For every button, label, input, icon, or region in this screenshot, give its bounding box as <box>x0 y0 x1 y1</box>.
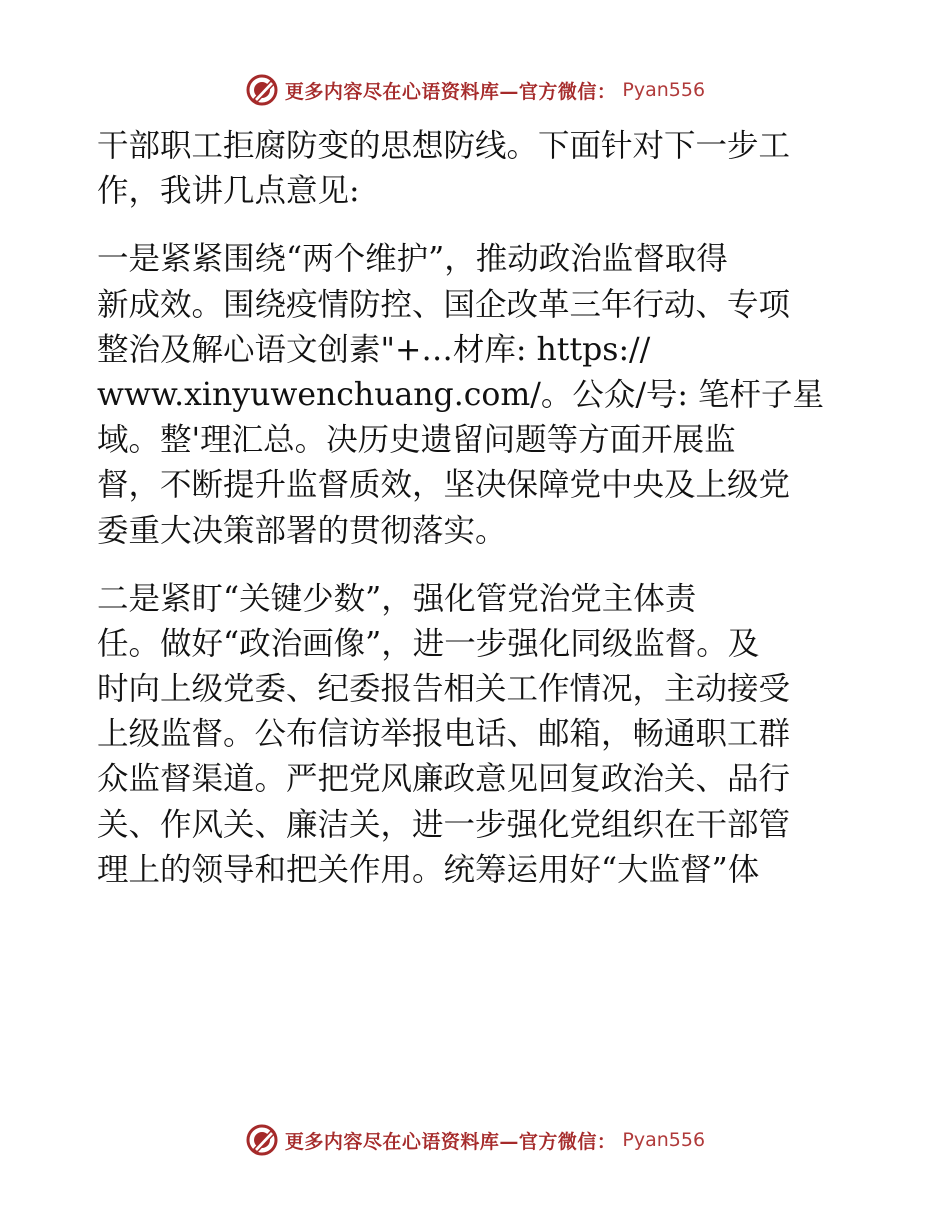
text-line: 关、作风关、廉洁关，进一步强化党组织在干部管 <box>97 806 791 843</box>
text-line: 时向上级党委、纪委报告相关工作情况，主动接受 <box>97 671 791 708</box>
text-line: 任。做好“政治画像”，进一步强化同级监督。及 <box>97 625 760 662</box>
text-line: 二是紧盯“关键少数”，强化管党治党主体责 <box>97 580 697 617</box>
header-wechat-id: Pyan556 <box>622 79 706 101</box>
footer-banner-text: 更多内容尽在心语资料库—官方微信： <box>284 1130 617 1153</box>
text-line: www.xinyuwenchuang.com/。公众/号: 笔杆子星 <box>97 376 825 413</box>
header-banner-text: 更多内容尽在心语资料库—官方微信： <box>284 80 617 103</box>
text-line: 作，我讲几点意见: <box>97 173 360 210</box>
document-body <box>97 124 857 893</box>
pen-seal-logo-icon <box>245 1123 279 1157</box>
pen-seal-logo-icon <box>245 73 279 107</box>
footer-wechat-id: Pyan556 <box>622 1129 706 1151</box>
text-line: 委重大决策部署的贯彻落实。 <box>97 512 507 549</box>
text-line: 督，不断提升监督质效，坚决保障党中央及上级党 <box>97 467 791 504</box>
text-line: 域。整'理汇总。决历史遗留问题等方面开展监 <box>97 422 736 459</box>
paragraph-gap <box>97 554 857 577</box>
paragraph <box>97 124 857 214</box>
paragraph-gap <box>97 214 857 237</box>
text-line: 干部职工拒腐防变的思想防线。下面针对下一步工 <box>97 128 791 164</box>
paragraph <box>97 237 857 553</box>
text-line: 上级监督。公布信访举报电话、邮箱，畅通职工群 <box>97 716 791 753</box>
header-banner <box>0 70 950 110</box>
footer-banner <box>0 1120 950 1160</box>
paragraph <box>97 577 857 893</box>
text-line: 理上的领导和把关作用。统筹运用好“大监督”体 <box>97 851 760 888</box>
text-line: 一是紧紧围绕“两个维护”，推动政治监督取得 <box>97 241 728 278</box>
text-line: 整治及解心语文创素"+…材库: https:// <box>97 331 651 368</box>
text-line: 新成效。围绕疫情防控、国企改革三年行动、专项 <box>97 286 791 323</box>
text-line: 众监督渠道。严把党风廉政意见回复政治关、品行 <box>97 761 791 798</box>
